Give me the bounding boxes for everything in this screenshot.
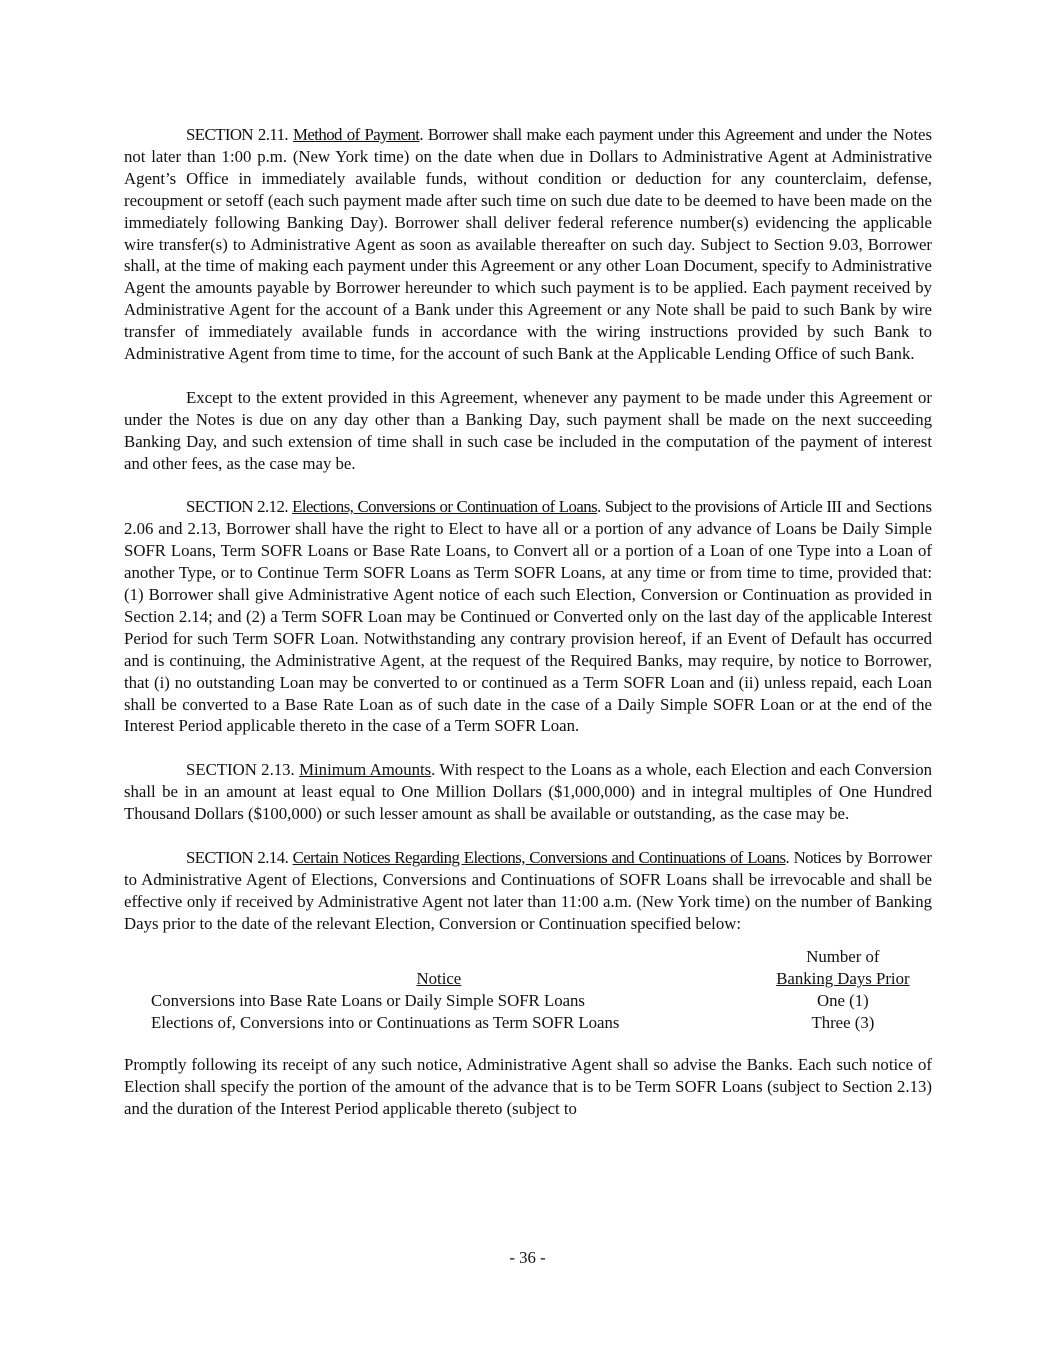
- section-2-12-title: Elections, Conversions or Continuation of Loans: [292, 497, 598, 517]
- section-2-11-lead: Borrower shall make each payment under this Agreement and under: [427, 125, 862, 144]
- section-2-11-title: Method of Payment: [292, 125, 420, 144]
- header-number-of: Number of: [806, 947, 880, 967]
- section-2-14-title: Certain Notices Regarding Elections, Conversions and Continuations of Loans: [292, 847, 786, 867]
- notice-cell: Conversions into Base Rate Loans or Daily Simple SOFR Loans: [151, 991, 585, 1011]
- section-2-13-body: With respect to the Loans as a whole, each Election and each Conversion shall be in an amount at least equal to One Million Dollars ($1,000,000) and in integral multiples of One Hundred Thousand Dollars ($100,000) or such lesser amount as shall be available or outstanding, as the case may be.: [124, 760, 932, 824]
- table-row: [124, 990, 932, 1012]
- header-notice: Notice: [416, 969, 462, 989]
- header-banking-days-prior: Banking Days Prior: [776, 969, 910, 989]
- banking-day-body: Except to the extent provided in this Agreement, whenever any payment to be made under this Agreement or under the Notes is due on any day other than a Banking Day, such payment shall be made on the next succeeding Banking Day, and such extension of time shall in such case be included in the computation of the payment of interest and other fees, as the case may be.: [124, 387, 932, 473]
- document-page: [124, 124, 932, 1120]
- notice-table-header-top: [124, 946, 932, 968]
- page-number: - 36 -: [509, 1248, 546, 1267]
- closing-paragraph: Promptly following its receipt of any such notice, Administrative Agent shall so advise the Banks. Each such notice of Election shall specify the portion of the amount of the advance that is to be Term SOFR Loans (subject to Section 2.13) and the duration of the Interest Period applicable thereto (subject to: [124, 1055, 932, 1118]
- section-2-11-paragraph: SECTION 2.11. Method of Payment. Borrower shall make each payment under this Agreement and under the Notes not later than 1:00 p.m. (New York time) on the date when due in Dollars to Administrative Agent at Administrative Agent’s Office in immediately available funds, without condition or deduction for any counterclaim, defense, recoupment or setoff (each such payment made after such time on such due date to be deemed to have been made on the immediately following Banking Day). Borrower shall deliver federal reference number(s) evidencing the applicable wire transfer(s) to Administrative Agent as soon as available thereafter on such day. Subject to Section 9.03, Borrower shall, at the time of making each payment under this Agreement or any other Loan Document, specify to Administrative Agent the amounts payable by Borrower hereunder to which such payment is to be applied. Each payment received by Administrative Agent for the account of a Bank under this Agreement or any Note shall be paid to such Bank by wire transfer of immediately available funds in accordance with the wiring instructions provided by such Bank to Administrative Agent from time to time, for the account of such Bank at the Applicable Lending Office of such Bank.: [124, 125, 933, 364]
- section-2-13-title: Minimum Amounts: [299, 760, 432, 780]
- section-2-14-heading: SECTION 2.14.: [186, 847, 289, 867]
- section-2-12-body: and Sections 2.06 and 2.13, Borrower shall have the right to Elect to have all or a portion of any advance of Loans be Daily Simple SOFR Loans, Term SOFR Loans or Base Rate Loans, to Convert all or a portion of a Loan of one Type into a Loan of another Type, or to Continue Term SOFR Loans as Term SOFR Loans, at any time or from time to time, provided that: (1) Borrower shall give Administrative Agent notice of each such Election, Conversion or Continuation as provided in Section 2.14; and (2) a Term SOFR Loan may be Continued or Converted only on the last day of the applicable Interest Period for such Term SOFR Loan. Notwithstanding any contrary provision hereof, if an Event of Default has occurred and is continuing, the Administrative Agent, at the request of the Required Banks, may require, by notice to Borrower, that (i) no outstanding Loan may be converted to or continued as a Term SOFR Loan and (ii) unless repaid, each Loan shall be converted to a Base Rate Loan as of such date in the case of a Daily Simple SOFR Loan or at the end of the Interest Period applicable thereto in the case of a Term SOFR Loan.: [124, 497, 933, 736]
- section-2-12-paragraph: SECTION 2.12. Elections, Conversions or Continuation of Loans. Subject to the provisions of Article III and Sections 2.06 and 2.13, Borrower shall have the right to Elect to have all or a portion of any advance of Loans be Daily Simple SOFR Loans, Term SOFR Loans or Base Rate Loans, to Convert all or a portion of a Loan of one Type into a Loan of another Type, or to Continue Term SOFR Loans as Term SOFR Loans, at any time or from time to time, provided that: (1) Borrower shall give Administrative Agent notice of each such Election, Conversion or Continuation as provided in Section 2.14; and (2) a Term SOFR Loan may be Continued or Converted only on the last day of the applicable Interest Period for such Term SOFR Loan. Notwithstanding any contrary provision hereof, if an Event of Default has occurred and is continuing, the Administrative Agent, at the request of the Required Banks, may require, by notice to Borrower, that (i) no outstanding Loan may be converted to or continued as a Term SOFR Loan and (ii) unless repaid, each Loan shall be converted to a Base Rate Loan as of such date in the case of a Daily Simple SOFR Loan or at the end of the Interest Period applicable thereto in the case of a Term SOFR Loan.: [124, 497, 933, 736]
- days-cell: One (1): [817, 991, 869, 1011]
- days-cell: Three (3): [811, 1013, 875, 1033]
- notice-table-header: [124, 968, 932, 990]
- notice-cell: Elections of, Conversions into or Continuations as Term SOFR Loans: [151, 1013, 620, 1033]
- banking-day-paragraph: [124, 387, 932, 475]
- notice-table: [124, 946, 932, 1034]
- section-2-14-body: by Borrower to Administrative Agent of Elections, Conversions and Continuations of SOFR Loans shall be irrevocable and shall be effective only if received by Administrative Agent not later than 11:00 a.m. (New York time) on the number of Banking Days prior to the date of the relevant Election, Conversion or Continuation specified below:: [124, 847, 932, 933]
- section-2-13-heading: SECTION 2.13.: [186, 760, 295, 780]
- section-2-12-heading: SECTION 2.12.: [186, 497, 288, 517]
- table-row: [124, 1012, 932, 1034]
- section-2-14-paragraph: SECTION 2.14. Certain Notices Regarding Elections, Conversions and Continuations of Loans. Notices by Borrower to Administrative Agent of Elections, Conversions and Continuations of SOFR Loans shall be irrevocable and shall be effective only if received by Administrative Agent not later than 11:00 a.m. (New York time) on the number of Banking Days prior to the date of the relevant Election, Conversion or Continuation specified below:: [124, 847, 932, 933]
- section-2-11-heading: SECTION 2.11.: [186, 125, 289, 144]
- section-2-13-paragraph: SECTION 2.13. Minimum Amounts. With respect to the Loans as a whole, each Election and each Conversion shall be in an amount at least equal to One Million Dollars ($1,000,000) and in integral multiples of One Hundred Thousand Dollars ($100,000) or such lesser amount as shall be available or outstanding, as the case may be.: [124, 760, 932, 824]
- section-2-11-body: the Notes not later than 1:00 p.m. (New York time) on the date when due in Dollars to Administrative Agent at Administrative Agent’s Office in immediately available funds, without condition or deduction for any counterclaim, defense, recoupment or setoff (each such payment made after such time on such due date to be deemed to have been made on the immediately following Banking Day). Borrower shall deliver federal reference number(s) evidencing the applicable wire transfer(s) to Administrative Agent as soon as available thereafter on such day. Subject to Section 9.03, Borrower shall, at the time of making each payment under this Agreement or any other Loan Document, specify to Administrative Agent the amounts payable by Borrower hereunder to which such payment is to be applied. Each payment received by Administrative Agent for the account of a Bank under this Agreement or any Note shall be paid to such Bank by wire transfer of immediately available funds in accordance with the wiring instructions provided by such Bank to Administrative Agent from time to time, for the account of such Bank at the Applicable Lending Office of such Bank.: [124, 125, 933, 364]
- section-2-14-lead: Notices: [793, 847, 841, 867]
- section-2-12-lead: Subject to the provisions of Article III: [604, 497, 842, 517]
